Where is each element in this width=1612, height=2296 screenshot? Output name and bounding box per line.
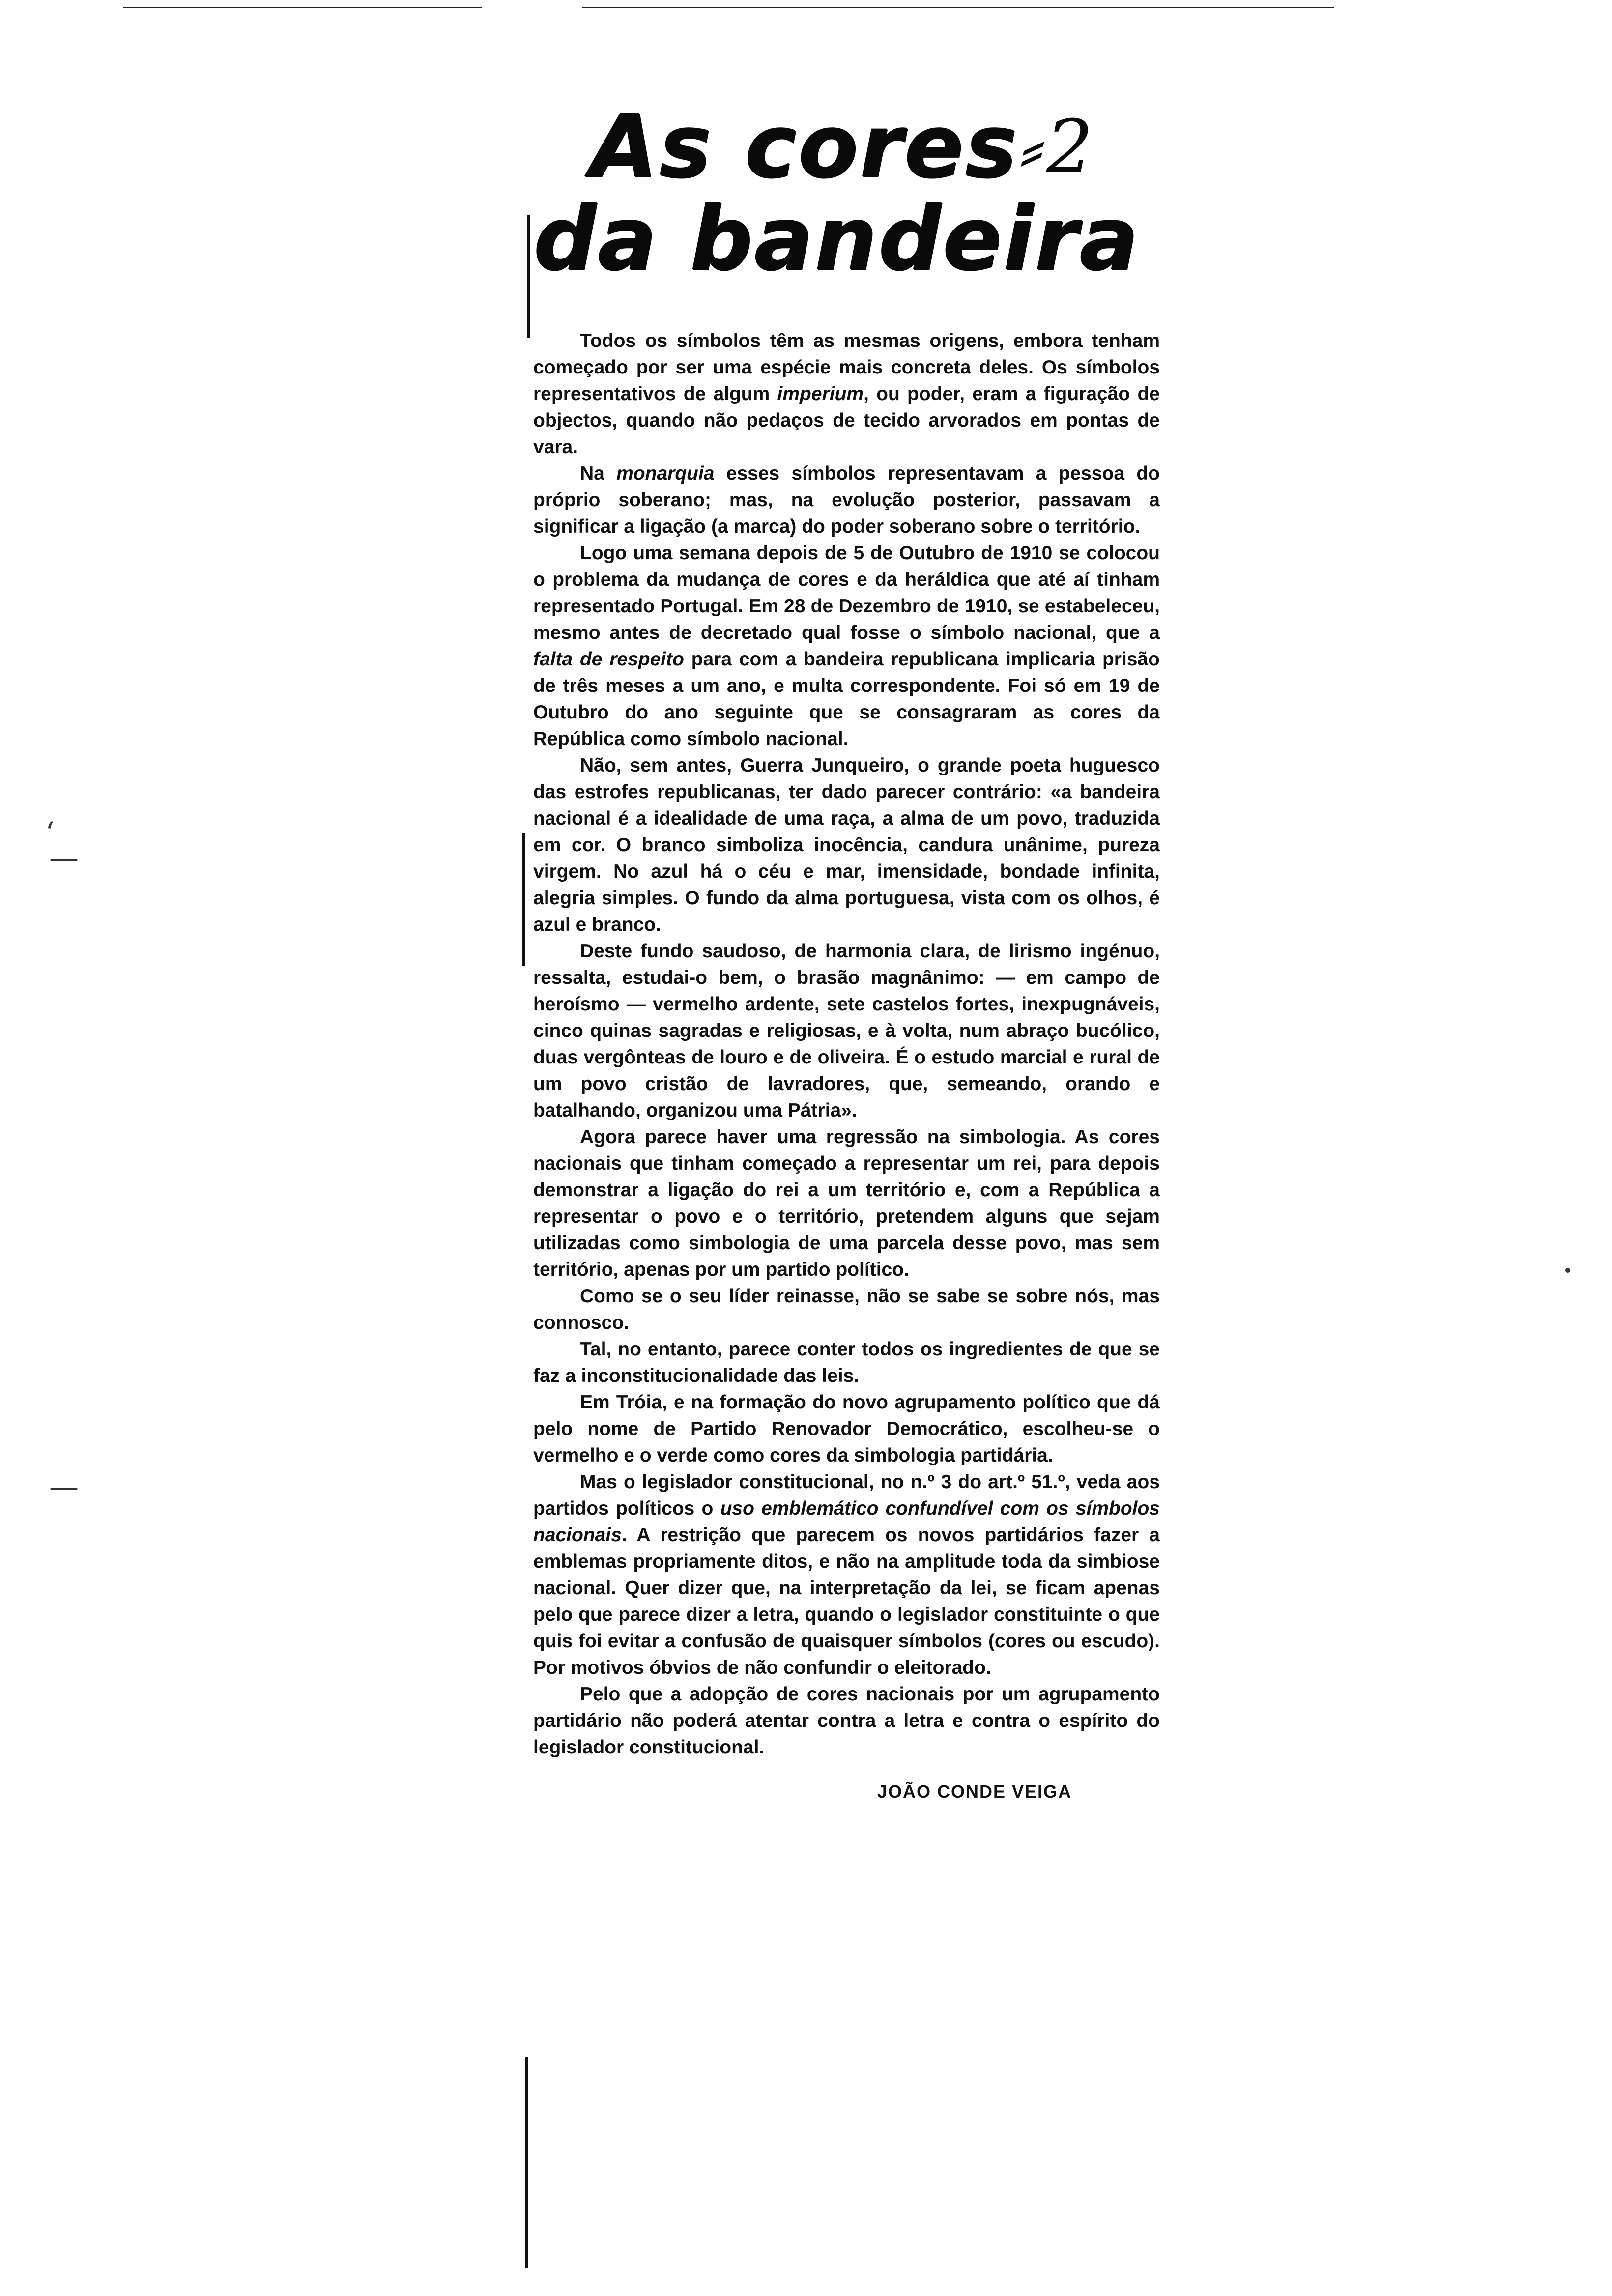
text-run: , ou poder, eram a figuração de objectos, quando não pedaços de tecido arvorados em pontas de vara. — [533, 383, 1160, 458]
text-run: Mas o legislador constitucional, no n.º 3 do art.º 51.º, veda aos partidos políticos o — [533, 1471, 1160, 1519]
headline-line-2: da bandeira — [533, 188, 1140, 289]
margin-mark: — — [49, 840, 79, 875]
text-run: Não, sem antes, Guerra Junqueiro, o grande poeta huguesco das estrofes republicanas, ter dado parecer contrário: «a bandeira nacional é a idealidade de uma raça, a alma de um povo, traduzida em cor. O branco simboliza inocência, candura unânime, pureza virgem. No azul há o céu e mar, imensidade, bondade infinita, alegria simples. O fundo da alma portuguesa, vista com os olhos, é azul e branco. — [533, 755, 1160, 935]
text-run: Agora parece haver uma regressão na simbologia. As cores nacionais que tinham começado a representar um rei, para depois demonstrar a ligação do rei a um território e, com a República a representar o povo e o território, pretendem alguns que sejam utilizadas como simbologia de uma parcela desse povo, mas sem território, apenas por um partido político. — [533, 1126, 1160, 1280]
italic-text-run: uso emblemático confundível com os símbolos nacionais — [533, 1498, 1160, 1546]
handwritten-annotation: ⸗2 — [1020, 105, 1095, 190]
column-rule — [525, 2057, 528, 2268]
article-paragraph — [533, 1469, 1160, 1681]
text-run: Na — [580, 463, 617, 484]
text-run: . A restrição que parecem os novos partidários fazer a emblemas propriamente ditos, e não na amplitude toda da simbiose nacional. Quer dizer que, na interpretação da lei, se ficam apenas pelo que parece dizer a letra, quando o legislador constituinte o que quis foi evitar a confusão de quaisquer símbolos (cores ou escudo). Por motivos óbvios de não confundir o eleitorado. — [533, 1524, 1160, 1678]
handwritten-number: 2 — [1046, 105, 1095, 190]
article-paragraph — [533, 1336, 1160, 1389]
scan-border-line — [582, 7, 1334, 8]
column-rule — [522, 833, 525, 966]
article-body — [533, 328, 1160, 1761]
margin-mark: ‘ — [45, 816, 55, 850]
article-paragraph — [533, 752, 1160, 938]
newspaper-article — [533, 95, 1214, 1802]
scan-border-line — [123, 7, 482, 8]
text-run: Deste fundo saudoso, de harmonia clara, de lirismo ingénuo, ressalta, estudai-o bem, o brasão magnânimo: — em campo de heroísmo — vermelho ardente, sete castelos fortes, inexpugnáveis, cinco quinas sagradas e religiosas, e à volta, num abraço bucólico, duas vergônteas de louro e de oliveira. É o estudo marcial e rural de um povo cristão de lavradores, que, semeando, orando e batalhando, organizou uma Pátria». — [533, 941, 1160, 1121]
italic-text-run: monarquia — [616, 463, 715, 484]
italic-text-run: falta de respeito — [533, 649, 684, 670]
text-run: para com a bandeira republicana implicaria prisão de três meses a um ano, e multa correspondente. Foi só em 19 de Outubro do ano seguinte que se consagraram as cores da República como símbolo nacional. — [533, 649, 1160, 749]
article-paragraph — [533, 1681, 1160, 1761]
article-paragraph — [533, 938, 1160, 1124]
article-headline — [533, 95, 1214, 289]
text-run: Em Tróia, e na formação do novo agrupamento político que dá pelo nome de Partido Renovador Democrático, escolheu-se o vermelho e o verde como cores da simbologia partidária. — [533, 1392, 1160, 1466]
headline-line-1 — [590, 95, 1214, 197]
italic-text-run: imperium — [777, 383, 864, 404]
text-run: Como se o seu líder reinasse, não se sabe se sobre nós, mas connosco. — [533, 1286, 1160, 1333]
text-run: esses símbolos representavam a pessoa do próprio soberano; mas, na evolução posterior, passavam a significar a ligação (a marca) do poder soberano sobre o território. — [533, 463, 1160, 537]
article-paragraph — [533, 1283, 1160, 1336]
text-run: Tal, no entanto, parece conter todos os ingredientes de que se faz a inconstitucionalidade das leis. — [533, 1339, 1160, 1386]
text-run: Pelo que a adopção de cores nacionais por um agrupamento partidário não poderá atentar contra a letra e contra o espírito do legislador constitucional. — [533, 1684, 1160, 1758]
article-paragraph — [533, 1389, 1160, 1469]
article-paragraph — [533, 328, 1160, 460]
article-paragraph — [533, 1124, 1160, 1283]
article-paragraph — [533, 460, 1160, 540]
author-byline: JOÃO CONDE VEIGA — [877, 1781, 1072, 1802]
margin-mark: — — [49, 1469, 79, 1504]
text-run: Todos os símbolos têm as mesmas origens, embora tenham começado por ser uma espécie mais concreta deles. Os símbolos representativos de algum — [533, 330, 1160, 404]
headline-line-1-text: As cores — [590, 95, 1018, 197]
text-run: Logo uma semana depois de 5 de Outubro de 1910 se colocou o problema da mudança de cores e da heráldica que até aí tinham representado Portugal. Em 28 de Dezembro de 1910, se estabeleceu, mesmo antes de decretado qual fosse o símbolo nacional, que a — [533, 543, 1160, 643]
article-paragraph — [533, 540, 1160, 752]
margin-dot — [1565, 1268, 1570, 1273]
column-rule — [527, 215, 530, 338]
